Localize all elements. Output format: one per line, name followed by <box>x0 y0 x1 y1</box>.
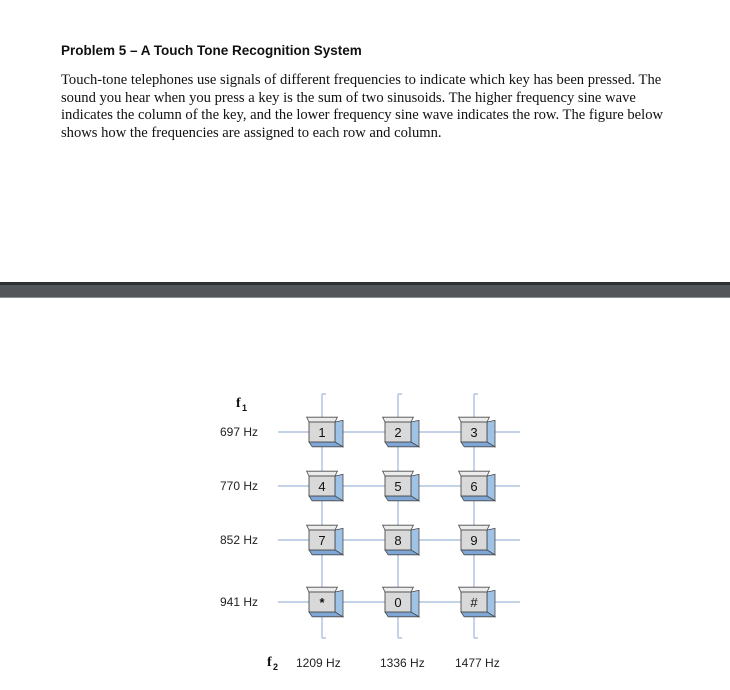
problem-paragraph <box>61 72 701 142</box>
row-frequency-label: 852 Hz <box>220 533 259 547</box>
paragraph-line: Touch-tone telephones use signals of different frequencies to indicate which key has been pressed. The <box>61 72 662 88</box>
keypad-key <box>307 587 343 617</box>
paragraph-line: sound you hear when you press a key is the sum of two sinusoids. The higher frequency sine wave <box>61 89 636 106</box>
key-label: 5 <box>394 479 402 494</box>
key-label: 3 <box>470 425 478 440</box>
key-label: 4 <box>318 479 326 494</box>
keypad-key <box>383 587 419 617</box>
keypad-key <box>459 417 495 447</box>
col-axis-label-subscript: 2 <box>273 662 279 672</box>
key-top-bevel <box>459 587 490 592</box>
paragraph-line: indicates the column of the key, and the lower frequency sine wave indicates the row. The figure below <box>61 107 664 123</box>
keypad-key <box>459 471 495 501</box>
key-top-bevel <box>459 471 490 476</box>
keypad-key <box>383 417 419 447</box>
key-label: 7 <box>318 533 326 548</box>
paragraph-line: shows how the frequencies are assigned to each row and column. <box>61 124 442 141</box>
row-frequency-label: 697 Hz <box>220 425 259 439</box>
page-divider-bar <box>0 282 730 298</box>
row-frequency-label: 770 Hz <box>220 479 259 493</box>
key-label: * <box>319 595 325 610</box>
problem-title: Problem 5 – A Touch Tone Recognition System <box>61 43 362 58</box>
keypad-key <box>459 587 495 617</box>
keypad-key <box>383 471 419 501</box>
key-label: 2 <box>394 425 402 440</box>
key-top-bevel <box>307 471 338 476</box>
key-top-bevel <box>307 417 338 422</box>
key-top-bevel <box>383 417 414 422</box>
keypad-key <box>459 525 495 555</box>
keypad-key <box>383 525 419 555</box>
key-label: 9 <box>470 533 478 548</box>
keypad-keys <box>307 417 495 617</box>
key-top-bevel <box>459 417 490 422</box>
row-axis-label: f <box>236 396 241 411</box>
key-top-bevel <box>383 525 414 530</box>
key-top-bevel <box>307 525 338 530</box>
key-label: 1 <box>318 425 326 440</box>
key-top-bevel <box>383 587 414 592</box>
touch-tone-keypad-figure <box>0 380 730 680</box>
key-label: 0 <box>394 595 402 610</box>
col-frequency-label: 1336 Hz <box>380 656 425 670</box>
key-top-bevel <box>307 587 338 592</box>
key-label: 6 <box>470 479 478 494</box>
col-frequency-label: 1209 Hz <box>296 656 341 670</box>
key-top-bevel <box>383 471 414 476</box>
row-axis-label-subscript: 1 <box>242 403 248 413</box>
keypad-diagram <box>0 380 730 680</box>
key-label: # <box>470 595 478 610</box>
keypad-key <box>307 417 343 447</box>
row-frequency-label: 941 Hz <box>220 595 259 609</box>
col-frequency-label: 1477 Hz <box>455 656 500 670</box>
col-axis-label: f <box>267 655 272 670</box>
keypad-key <box>307 471 343 501</box>
key-label: 8 <box>394 533 402 548</box>
key-top-bevel <box>459 525 490 530</box>
keypad-key <box>307 525 343 555</box>
